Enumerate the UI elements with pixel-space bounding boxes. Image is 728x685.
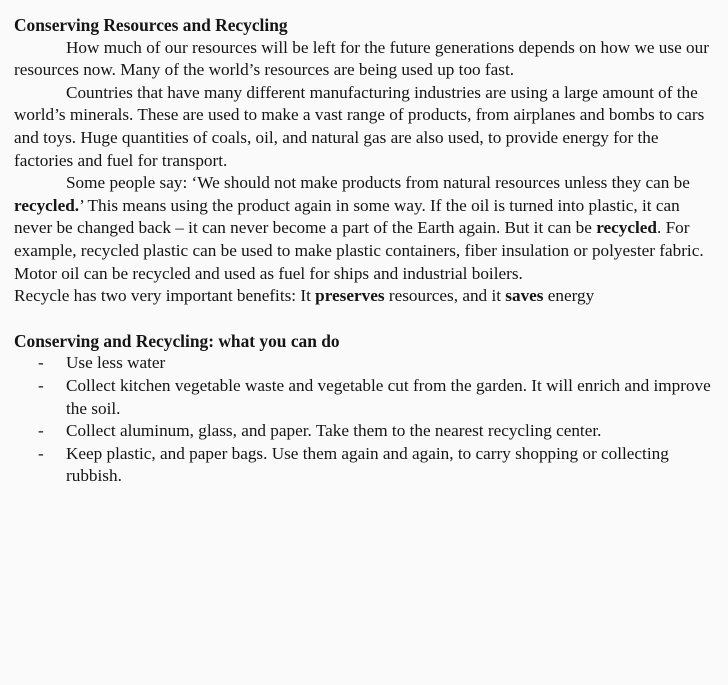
paragraph-manufacturing-minerals: Countries that have many different manufacturing industries are using a large amount of the world’s minerals. These are used to make a vast range of products, from airplanes and bombs to cars and toys. Huge quantities of coals, oil, and natural gas are also used, to provide energy for the factories and fuel for transport. (14, 82, 705, 170)
list-item-text: Use less water (66, 353, 166, 373)
action-list (14, 352, 720, 488)
bold-term-recycled: recycled (596, 218, 657, 238)
bold-term-recycled: recycled. (14, 195, 80, 215)
list-item (38, 375, 720, 420)
paragraph-resources-future: How much of our resources will be left for the future generations depends on how we use our resources now. Many of the world’s resources are being used up too fast. (14, 37, 709, 80)
paragraph-text: energy (543, 286, 595, 306)
list-item-text: Collect aluminum, glass, and paper. Take them to the nearest recycling center. (66, 421, 602, 441)
section-heading-what-you-can-do: Conserving and Recycling: what you can do (14, 330, 340, 351)
bullet-dash: - (38, 443, 44, 463)
paragraph-text: . For example, recycled plastic can be used to make plastic containers, fiber insulation or polyester fabric. Motor oil can be recycled and used as fuel for ships and industrial boilers. (14, 218, 704, 283)
paragraph-text: Recycle has two very important benefits: It (14, 286, 316, 306)
list-item (38, 352, 720, 375)
bullet-dash: - (38, 375, 44, 395)
bold-term-saves: saves (505, 286, 544, 306)
bullet-dash: - (38, 353, 44, 373)
paragraph-text: resources, and it (384, 286, 506, 306)
paragraph-text: Some people say: ‘We should not make products from natural resources unless they can be (66, 173, 690, 193)
paragraph-text: ’ This means using the product again in some way. If the oil is turned into plastic, it can never be changed back – it can never become a part of the Earth again. But it can be (14, 195, 680, 238)
list-item-text: Keep plastic, and paper bags. Use them again and again, to carry shopping or collecting rubbish. (66, 443, 669, 486)
section-spacer (14, 308, 720, 330)
bullet-dash: - (38, 421, 44, 441)
section-heading-conserving-resources: Conserving Resources and Recycling (14, 15, 288, 35)
list-item-text: Collect kitchen vegetable waste and vegetable cut from the garden. It will enrich and improve the soil. (66, 375, 711, 418)
paragraph-recycle-benefits (14, 285, 720, 308)
bold-term-preserves: preserves (315, 286, 385, 306)
list-item (38, 443, 720, 488)
paragraph-recycled-products (14, 172, 720, 285)
list-item (38, 420, 720, 443)
